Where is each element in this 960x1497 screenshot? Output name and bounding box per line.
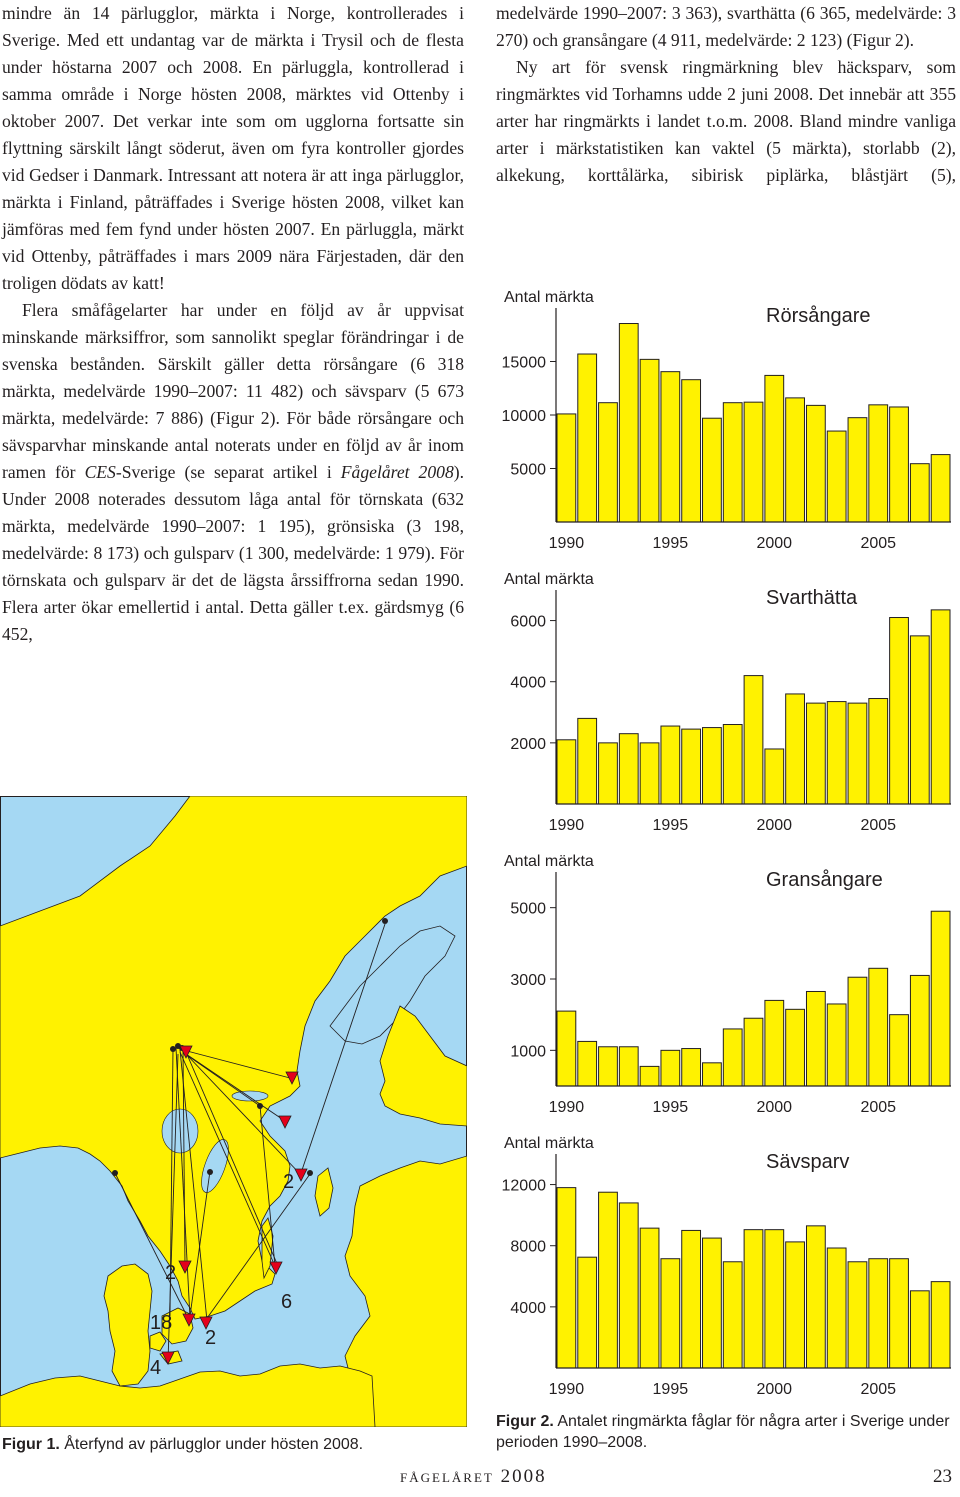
- x-tick-label: 1990: [548, 1381, 585, 1398]
- bar: [910, 464, 929, 522]
- bar: [640, 359, 659, 522]
- bar: [682, 380, 701, 522]
- x-tick-label: 2000: [756, 535, 793, 552]
- figure-label: Figur 2.: [496, 1413, 554, 1430]
- bar: [869, 968, 888, 1086]
- paragraph: medelvärde 1990–2007: 3 363), svarthätta (6 365, medelvärde: 3 270) och gransångare (4 911, medelvärde: 2 123) (Figur 2).: [496, 3, 956, 50]
- bar: [661, 1050, 680, 1086]
- y-tick-label: 5000: [510, 900, 546, 918]
- bar: [806, 405, 825, 522]
- bar-chart: [496, 1126, 956, 1408]
- bar: [557, 1188, 576, 1368]
- x-tick-label: 2005: [860, 1099, 897, 1116]
- bar: [848, 1262, 867, 1368]
- bar: [890, 1015, 909, 1086]
- figure-2-caption: [496, 1411, 956, 1453]
- chart-savsparv: [496, 1126, 956, 1408]
- bar: [723, 725, 742, 804]
- ringing-site: [170, 1046, 176, 1052]
- paragraph-text: Flera småfågelarter har under en följd av år uppvisat minskande märksiffror, som sannolikt speglar förändringar i de svenska bestånden. Särskilt gäller detta rörsångare (6 318 märkta, medelvärde 1990–2007: 11 482) och sävsparv (5 673 märkta, medelvärde: 7 886) (Figur 2). För både rörsångare och sävsparvhar minskande antal noterats under en följd av år inom ramen för: [2, 300, 464, 482]
- y-tick-label: 4000: [510, 674, 546, 692]
- caption-text: Återfynd av pärlugglor under hösten 2008.: [64, 1436, 364, 1453]
- paragraph: Ny art för svensk ringmärkning blev häcksparv, som ringmärktes vid Torhamns udde 2 juni 2008. Det innebär att 355 arter har ringmärkts i landet t.o.m. 2008. Bland mindre vanliga arter i märkstatistiken kan vaktel (5 märkta), storlabb (2), alkekung, korttålärka, sibirisk piplärka, blåstjärt (5),: [496, 57, 956, 185]
- bar: [931, 911, 950, 1086]
- bar: [765, 375, 784, 522]
- bar: [869, 1259, 888, 1368]
- bar: [806, 1226, 825, 1368]
- y-tick-label: 2000: [510, 735, 546, 753]
- bar-chart: [496, 280, 956, 562]
- x-tick-label: 2005: [860, 535, 897, 552]
- bar: [786, 1009, 805, 1086]
- bar: [931, 455, 950, 522]
- figure-label: Figur 1.: [2, 1436, 60, 1453]
- bar: [786, 694, 805, 804]
- chart-title: Sävsparv: [766, 1151, 850, 1173]
- bar: [661, 372, 680, 522]
- ringing-site: [382, 918, 388, 924]
- x-tick-label: 2005: [860, 1381, 897, 1398]
- bar: [723, 403, 742, 522]
- count-label: 18: [150, 1312, 173, 1334]
- bar: [703, 728, 722, 804]
- caption-text: Antalet ringmärkta fåglar för några arter i Sverige under perioden 1990–2008.: [496, 1413, 950, 1451]
- bar: [640, 1066, 659, 1086]
- bar: [806, 703, 825, 804]
- bar-chart: [496, 562, 956, 844]
- bar: [931, 1282, 950, 1368]
- x-tick-label: 1990: [548, 1099, 585, 1116]
- count-label: 2: [165, 1262, 177, 1284]
- bar: [557, 414, 576, 522]
- bar: [786, 398, 805, 522]
- bar: [910, 636, 929, 804]
- bar: [931, 610, 950, 804]
- bar: [682, 729, 701, 804]
- y-tick-label: 12000: [501, 1177, 546, 1195]
- bar: [744, 676, 763, 804]
- bar: [599, 403, 618, 522]
- bar: [682, 1049, 701, 1086]
- bar: [703, 1063, 722, 1086]
- y-tick-label: 5000: [510, 461, 546, 479]
- bar: [827, 1004, 846, 1086]
- page-number: 23: [933, 1466, 952, 1487]
- y-tick-label: 15000: [501, 354, 546, 372]
- bar: [557, 1011, 576, 1086]
- y-tick-label: 1000: [510, 1043, 546, 1061]
- count-label: 2: [283, 1171, 295, 1193]
- bar: [890, 1259, 909, 1368]
- bar: [827, 702, 846, 804]
- bar: [619, 1047, 638, 1086]
- bar: [578, 718, 597, 804]
- bar: [869, 405, 888, 522]
- bar: [890, 618, 909, 804]
- bar: [578, 354, 597, 522]
- count-label: 2: [205, 1327, 217, 1349]
- x-tick-label: 2000: [756, 1381, 793, 1398]
- bar: [599, 1047, 618, 1086]
- ringing-site: [257, 1103, 263, 1109]
- bar: [848, 977, 867, 1086]
- chart-title: Gransångare: [766, 869, 883, 891]
- bar: [827, 431, 846, 522]
- count-label: 6: [281, 1291, 293, 1313]
- x-tick-label: 1995: [652, 535, 689, 552]
- bar: [599, 743, 618, 804]
- paragraph-text: -Sverige (se separat artikel i: [115, 462, 332, 482]
- y-tick-label: 3000: [510, 972, 546, 989]
- bar: [848, 418, 867, 522]
- journal-footer: fågelåret 2008: [400, 1466, 547, 1487]
- bar: [744, 402, 763, 522]
- bar: [619, 324, 638, 522]
- bar: [786, 1242, 805, 1368]
- y-tick-label: 8000: [510, 1238, 546, 1256]
- x-tick-label: 2005: [860, 817, 897, 834]
- chart-svarthatta: [496, 562, 956, 844]
- bar: [723, 1029, 742, 1086]
- y-tick-label: 6000: [510, 613, 546, 631]
- bar: [848, 703, 867, 804]
- y-axis-label: Antal märkta: [504, 1135, 594, 1152]
- bar: [765, 1000, 784, 1086]
- bar: [619, 734, 638, 804]
- bar: [806, 991, 825, 1086]
- bar: [578, 1257, 597, 1368]
- bar: [578, 1041, 597, 1086]
- y-tick-label: 4000: [510, 1299, 546, 1317]
- x-tick-label: 1995: [652, 817, 689, 834]
- article-right-column: [496, 0, 956, 189]
- bar: [661, 726, 680, 804]
- bar: [910, 975, 929, 1086]
- bar: [661, 1259, 680, 1368]
- ringing-site: [112, 1170, 118, 1176]
- bar: [723, 1262, 742, 1368]
- x-tick-label: 1990: [548, 535, 585, 552]
- y-axis-label: Antal märkta: [504, 853, 594, 870]
- paragraph-text: ). Under 2008 noterades dessutom låga antal för törnskata (632 märkta, medelvärde 1990–2007: 1 195), grönsiska (3 198, medelvärde: 8 173) och gulsparv (1 300, medelvärde: 1 979). För törnskata och gulsparv är det de lägsta årssiffrorna sedan 1990. Flera arter ökar emellertid i antal. Detta gäller t.ex. gärdsmyg (6 452,: [2, 462, 465, 644]
- bar: [703, 418, 722, 522]
- y-axis-label: Antal märkta: [504, 289, 594, 306]
- figure-1-map: [0, 796, 467, 1427]
- bar: [557, 740, 576, 804]
- bar: [599, 1192, 618, 1368]
- bar: [890, 407, 909, 522]
- bar: [827, 1248, 846, 1368]
- bar: [869, 699, 888, 804]
- bar: [640, 743, 659, 804]
- bar: [682, 1230, 701, 1368]
- paragraph: [2, 297, 464, 648]
- bar: [765, 749, 784, 804]
- chart-gransangare: [496, 844, 956, 1126]
- y-tick-label: 10000: [501, 408, 546, 425]
- bar: [765, 1230, 784, 1368]
- bar-chart: [496, 844, 956, 1126]
- recovery-map: [0, 796, 467, 1427]
- bar: [640, 1228, 659, 1368]
- journal-reference: Fågelåret 2008: [340, 462, 454, 482]
- x-tick-label: 2000: [756, 817, 793, 834]
- y-axis-label: Antal märkta: [504, 571, 594, 588]
- x-tick-label: 1995: [652, 1381, 689, 1398]
- x-tick-label: 1990: [548, 817, 585, 834]
- chart-rorsangare: [496, 280, 956, 562]
- bar: [910, 1291, 929, 1368]
- paragraph: mindre än 14 pärlugglor, märkta i Norge, kontrollerades i Sverige. Med ett undantag var de märkta i Trysil och de flesta under höstarna 2007 och 2008. En pärluggla, kontrollerad i samma område i Norge hösten 2008, märktes vid Ottenby i oktober 2007. Det verkar inte som om ugglorna fortsatte sin flyttning särskilt långt söderut, även om fyra kontroller gjordes vid Gedser i Danmark. Intressant att notera är att inga pärlugglor, märkta i Finland, påträffades i Sverige hösten 2008, vilket kan jämföras med fem fynd under hösten 2007. En pärluggla, märkt vid Ottenby, påträffades i mars 2009 nära Färjestaden, där den troligen dödats av katt!: [2, 3, 464, 293]
- ringing-site: [307, 1170, 313, 1176]
- bar: [744, 1018, 763, 1086]
- x-tick-label: 1995: [652, 1099, 689, 1116]
- article-left-column: [2, 0, 464, 648]
- ringing-site: [207, 1169, 213, 1175]
- ces-term: CES: [84, 462, 116, 482]
- figure-1-caption: [2, 1434, 464, 1455]
- bar: [619, 1203, 638, 1368]
- x-tick-label: 2000: [756, 1099, 793, 1116]
- chart-title: Rörsångare: [766, 305, 871, 327]
- bar: [703, 1238, 722, 1368]
- count-label: 4: [150, 1357, 162, 1379]
- bar: [744, 1230, 763, 1368]
- chart-title: Svarthätta: [766, 587, 858, 609]
